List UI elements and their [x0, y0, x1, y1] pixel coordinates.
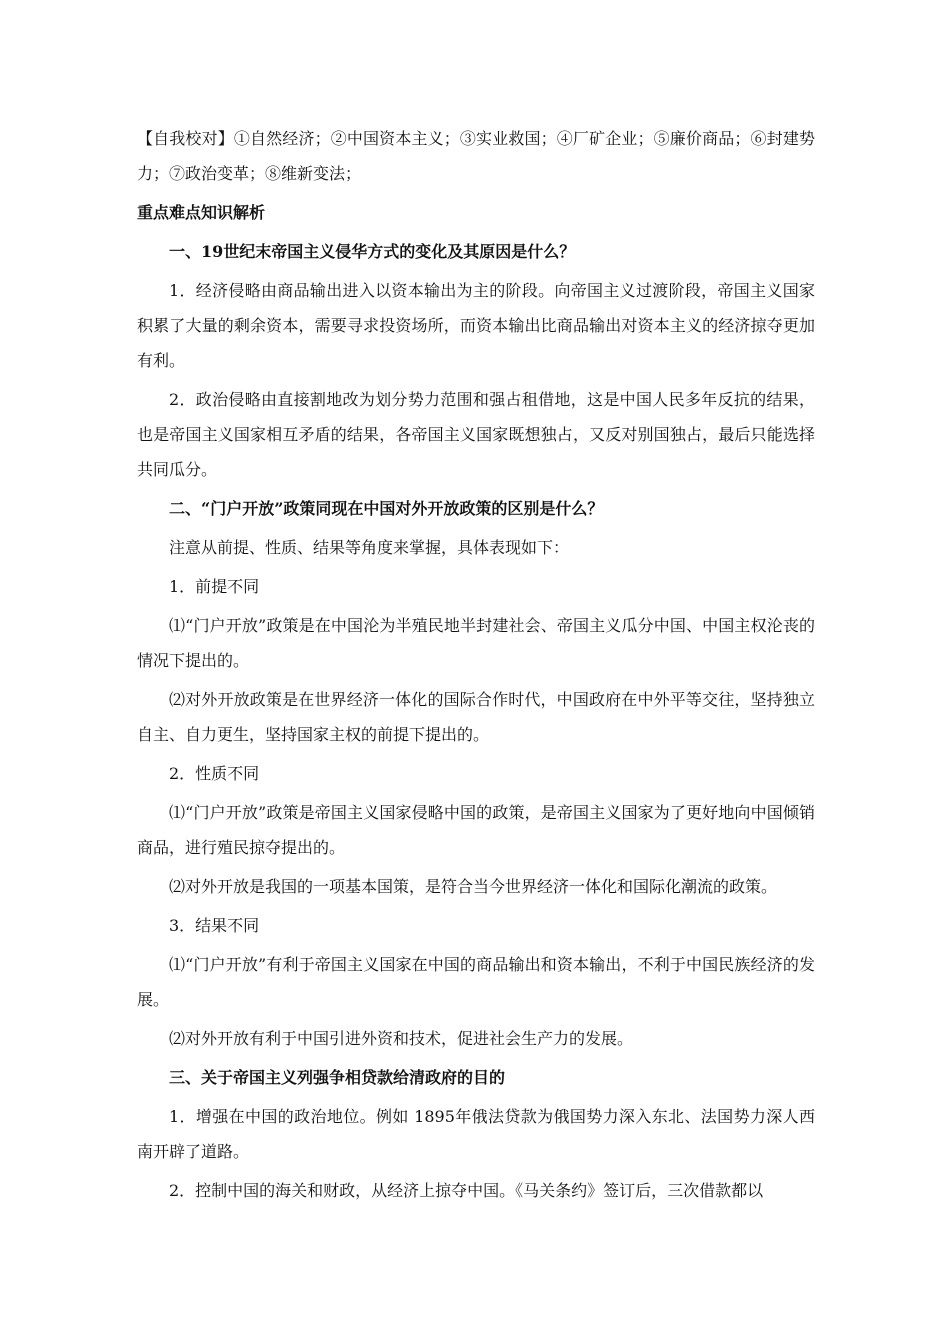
q2-premise-2: ⑵对外开放政策是在世界经济一体化的国际合作时代，中国政府在中外平等交往，坚持独立自主、自力更生，坚持国家主权的前提下提出的。	[137, 690, 815, 744]
section-title: 重点难点知识解析	[137, 203, 266, 222]
q3-point-1: 1．增强在中国的政治地位。例如 1895年俄法贷款为俄国势力深入东北、法国势力深人西南开辟了道路。	[137, 1107, 815, 1161]
q1-point-2: 2．政治侵略由直接割地改为划分势力范围和强占租借地，这是中国人民多年反抗的结果，也是帝国主义国家相互矛盾的结果，各帝国主义国家既想独占，又反对别国独占，最后只能选择共同瓜分。	[137, 390, 815, 479]
q2-nature-1: ⑴“门户开放”政策是帝国主义国家侵略中国的政策，是帝国主义国家为了更好地向中国倾销商品，进行殖民掠夺提出的。	[137, 803, 815, 857]
q2-premise-1: ⑴“门户开放”政策是在中国沦为半殖民地半封建社会、帝国主义瓜分中国、中国主权沦丧的情况下提出的。	[137, 616, 815, 670]
q2-premise-title: 1．前提不同	[169, 577, 260, 596]
self-check-label: 【自我校对】	[137, 129, 234, 148]
q1-point-1: 1．经济侵略由商品输出进入以资本输出为主的阶段。向帝国主义过渡阶段，帝国主义国家积累了大量的剩余资本，需要寻求投资场所，而资本输出比商品输出对资本主义的经济掠夺更加有利。	[137, 281, 815, 370]
q3-heading: 三、关于帝国主义列强争相贷款给清政府的目的	[169, 1068, 506, 1087]
q2-nature-2: ⑵对外开放是我国的一项基本国策，是符合当今世界经济一体化和国际化潮流的政策。	[169, 877, 778, 896]
self-check-answers: ①自然经济；②中国资本主义；③实业救国；④厂矿企业；⑤廉价商品；⑥封建势力；⑦政治变革；⑧维新变法；	[137, 129, 815, 183]
q2-heading: 二、“门户开放”政策同现在中国对外开放政策的区别是什么？	[169, 499, 604, 518]
q2-result-title: 3．结果不同	[169, 916, 260, 935]
q2-nature-title: 2．性质不同	[169, 764, 260, 783]
q2-result-2: ⑵对外开放有利于中国引进外资和技术，促进社会生产力的发展。	[169, 1029, 634, 1048]
q1-heading: 一、19世纪末帝国主义侵华方式的变化及其原因是什么？	[169, 242, 576, 261]
document-page	[137, 121, 815, 1208]
q2-intro: 注意从前提、性质、结果等角度来掌握，具体表现如下：	[169, 538, 570, 557]
q2-result-1: ⑴“门户开放”有利于帝国主义国家在中国的商品输出和资本输出，不利于中国民族经济的发展。	[137, 955, 815, 1009]
self-check-paragraph	[137, 121, 815, 191]
q3-point-2: 2．控制中国的海关和财政，从经济上掠夺中国。《马关条约》签订后，三次借款都以	[169, 1181, 764, 1200]
